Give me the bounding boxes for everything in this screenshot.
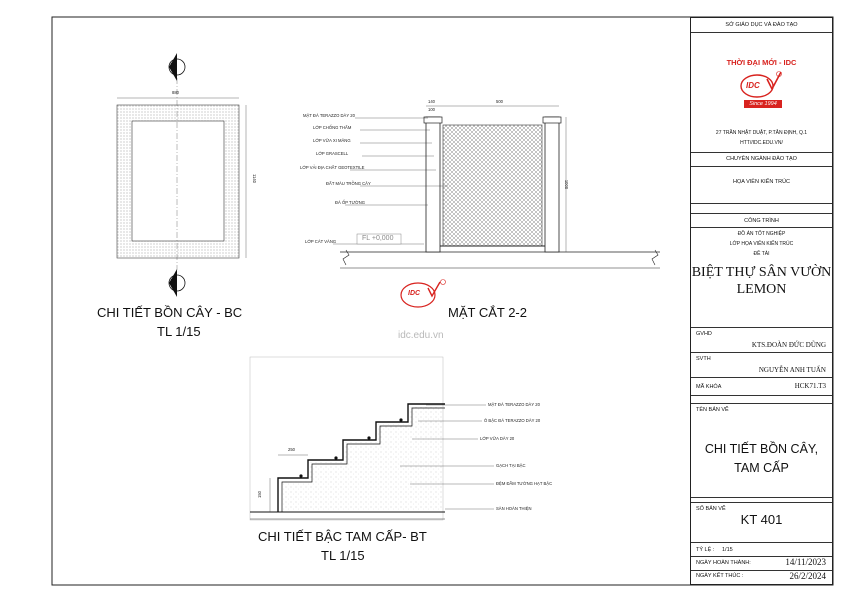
- section-dim-height: 1000: [564, 179, 570, 190]
- section-2-2: [333, 106, 660, 268]
- tb-sheet-name-2: TAM CẤP: [734, 461, 789, 475]
- tb-since: Since 1994: [749, 101, 777, 107]
- tb-sheet-name-label: TÊN BẢN VẼ: [696, 407, 729, 413]
- section-note-3: LỚP VỮA XI MĂNG: [313, 138, 351, 143]
- section-marker-bottom: [169, 269, 185, 297]
- planter-dim-side: 1140: [252, 173, 258, 184]
- tb-logo: [739, 70, 783, 100]
- tb-school: THỜI ĐẠI MỚI - IDC: [726, 58, 797, 67]
- tb-address: 27 TRẦN NHẬT DUẬT, P.TÂN ĐỊNH, Q.1: [715, 130, 808, 136]
- section-note-2: LỚP CHỐNG THẤM: [313, 125, 352, 130]
- tb-project-label: CÔNG TRÌNH: [744, 218, 779, 224]
- tb-done: 14/11/2023: [785, 557, 826, 567]
- section-dim-500: 500: [496, 99, 503, 104]
- tb-project-title-1: BIỆT THỰ SÂN VƯỜN: [691, 265, 832, 280]
- tb-svth-label: SVTH: [696, 356, 711, 362]
- steps-note-6: SÀN HOÀN THIỆN: [496, 506, 532, 511]
- planter-dim-top: 880: [172, 90, 179, 95]
- tb-major: HỌA VIÊN KIẾN TRÚC: [732, 179, 791, 185]
- title-block: [690, 17, 833, 585]
- tb-course-label: MÃ KHÓA: [696, 384, 722, 390]
- steps-note-4: GẠCH TẠI BẬC: [496, 463, 526, 468]
- tb-logo-text: IDC: [746, 81, 760, 90]
- section-dim-100: 100: [428, 107, 435, 112]
- tb-gvhd: KTS.ĐOÀN ĐỨC DŨNG: [751, 341, 826, 349]
- tb-major-label: CHUYÊN NGÀNH ĐÀO TẠO: [726, 156, 797, 162]
- steps-note-1: MẶT ĐÁ TERAZZO DÀY 20: [488, 402, 540, 407]
- tb-scale: 1/15: [722, 547, 733, 553]
- tb-gvhd-label: GVHD: [696, 331, 712, 337]
- tb-sheet-name-1: CHI TIẾT BỒN CÂY,: [704, 442, 819, 456]
- tb-end: 26/2/2024: [789, 571, 826, 581]
- section-note-5: LỚP VẢI ĐỊA CHẤT GEOTEXTILE: [300, 165, 365, 170]
- planter-plan: [117, 53, 246, 297]
- section-note-1: MẶT ĐÁ TERAZZO DÀY 20: [303, 113, 355, 118]
- planter-title: CHI TIẾT BỒN CÂY - BC: [97, 305, 243, 320]
- tb-svth: NGUYỄN ANH TUẤN: [758, 366, 826, 374]
- tb-since-badge: [744, 100, 782, 108]
- section-marker-top: [169, 53, 185, 81]
- section-note-bottom: LỚP CÁT VÀNG: [305, 239, 337, 244]
- tb-course: HCK71.T3: [794, 382, 826, 390]
- section-mark-bottom-number: 2: [169, 278, 179, 283]
- watermark: idc.edu.vn: [398, 330, 444, 341]
- tb-project-title-2: LEMON: [736, 282, 787, 297]
- section-mark-top-number: 2: [169, 62, 179, 67]
- tb-scale-label: TỶ LỆ :: [696, 547, 715, 553]
- steps-note-2: Ô BẬC ĐÁ TERAZZO DÀY 20: [484, 418, 541, 423]
- planter-scale: TL 1/15: [157, 324, 201, 339]
- level-label: FL +0,000: [362, 235, 394, 242]
- steps-note-3: LỚP VỮA DÀY 20: [480, 436, 515, 441]
- tb-project-line1: ĐỒ ÁN TỐT NGHIỆP: [737, 231, 786, 237]
- tb-project-line2: LỚP HỌA VIÊN KIẾN TRÚC: [729, 241, 794, 247]
- section-note-4: LỚP GRASCELL: [316, 151, 349, 156]
- tb-sheet-no: KT 401: [740, 512, 783, 527]
- tb-sheet-no-label: SỐ BẢN VẼ: [696, 506, 726, 512]
- tb-end-label: NGÀY KẾT THÚC :: [696, 573, 744, 579]
- tb-website: HTT//IDC.EDU.VN/: [740, 140, 783, 146]
- section-dim-140: 140: [428, 99, 435, 104]
- steps-dim-riser: 150: [257, 491, 262, 498]
- steps-dim-tread: 250: [288, 447, 295, 452]
- steps-title: CHI TIẾT BẬC TAM CẤP- BT: [258, 529, 427, 544]
- steps-scale: TL 1/15: [321, 548, 365, 563]
- steps-note-5: ĐỆM ĐẦM TƯỜNG HẠT BẬC: [496, 481, 553, 486]
- tb-project-line3: ĐỀ TÀI: [753, 251, 770, 257]
- tb-department: SỞ GIÁO DỤC VÀ ĐÀO TẠO: [725, 22, 798, 28]
- tb-done-label: NGÀY HOÀN THÀNH:: [696, 560, 751, 566]
- section-title: MẶT CẮT 2-2: [448, 305, 527, 320]
- section-note-7: ĐÁ ỐP TƯỜNG: [335, 200, 366, 205]
- section-note-6: ĐẤT MÀU TRỒNG CÂY: [326, 181, 371, 186]
- center-logo-text: IDC: [408, 290, 421, 297]
- steps-detail: [250, 357, 494, 520]
